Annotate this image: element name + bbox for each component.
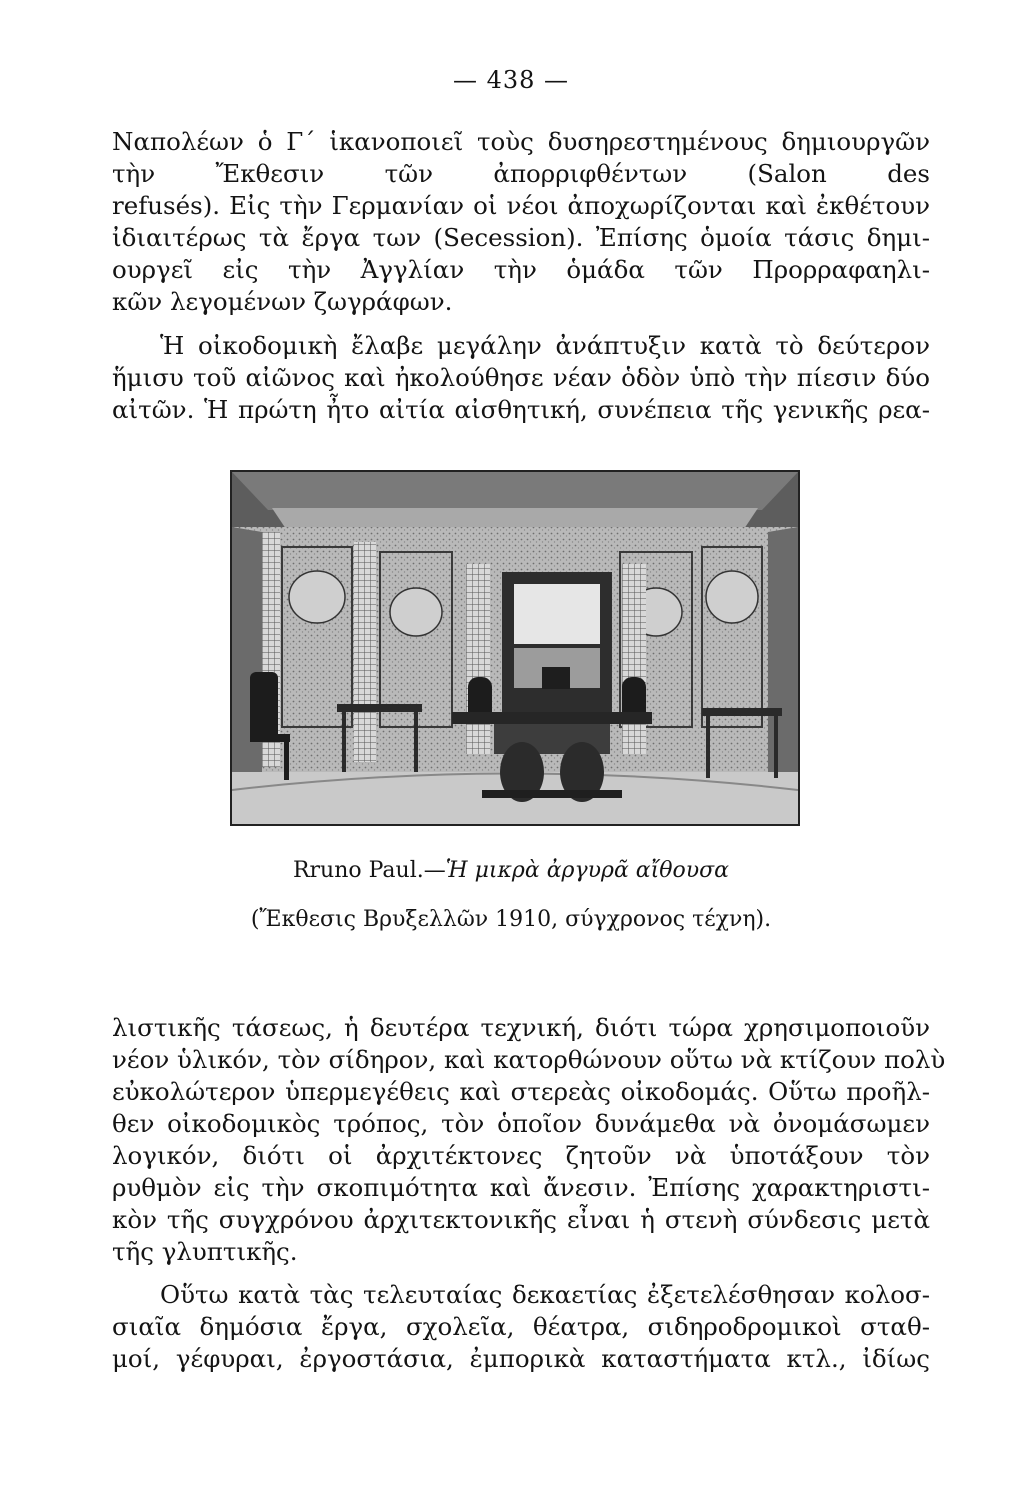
interior-photograph-drawing	[232, 472, 798, 824]
text-line: ἥμισυ τοῦ αἰῶνος καὶ ἠκολούθησε νέαν ὁδὸν ὑπὸ τὴν πίεσιν δύο	[112, 363, 930, 392]
paragraph-last	[112, 1279, 930, 1375]
text-line: Ναπολέων ὁ Γ΄ ἱκανοποιεῖ τοὺς δυσηρεστημένους δημιουργῶν	[112, 127, 930, 156]
text-line: ἰδιαιτέρως τὰ ἔργα των (Secession). Ἐπίσης ὁμοία τάσις δημι-	[112, 223, 930, 252]
text-line: αἰτῶν. Ἡ πρώτη ἦτο αἰτία αἰσθητική, συνέπεια τῆς γενικῆς ρεα-	[112, 395, 930, 424]
text-line: τῆς γλυπτικῆς.	[112, 1237, 298, 1266]
text-line: σιαῖα δημόσια ἔργα, σχολεῖα, θέατρα, σιδηροδρομικοὶ σταθ-	[112, 1312, 930, 1341]
text-line: μοί, γέφυραι, ἐργοστάσια, ἐμπορικὰ καταστήματα κτλ., ἰδίως	[112, 1344, 930, 1373]
paragraph-top	[112, 126, 930, 318]
page-number: — 438 —	[452, 66, 570, 94]
text-line: λογικόν, διότι οἱ ἀρχιτέκτονες ζητοῦν νὰ ὑποτάξουν τὸν	[112, 1141, 930, 1170]
figure-caption	[0, 858, 1022, 883]
text-line: ουργεῖ εἰς τὴν Ἀγγλίαν τὴν ὁμάδα τῶν Προρραφαηλι-	[112, 255, 930, 284]
paragraph-second	[112, 330, 930, 426]
text-line: θεν οἰκοδομικὸς τρόπος, τὸν ὁποῖον δυνάμεθα νὰ ὀνομάσωμεν	[112, 1109, 930, 1138]
figure-caption-source: (Ἔκθεσις Βρυξελλῶν 1910, σύγχρονος τέχνη).	[250, 907, 772, 932]
text-line: ρυθμὸν εἰς τὴν σκοπιμότητα καὶ ἄνεσιν. Ἐπίσης χαρακτηριστι-	[112, 1173, 930, 1202]
text-line: refusés). Εἰς τὴν Γερμανίαν οἱ νέοι ἀποχωρίζονται καὶ ἐκθέτουν	[112, 191, 930, 220]
text-line: νέον ὑλικόν, τὸν σίδηρον, καὶ κατορθώνουν οὕτω νὰ κτίζουν πολὺ	[112, 1045, 946, 1074]
paragraph-bottom	[112, 1012, 946, 1268]
text-line: λιστικῆς τάσεως, ἡ δευτέρα τεχνική, διότι τώρα χρησιμοποιοῦν	[112, 1013, 930, 1042]
text-line: τὴν Ἔκθεσιν τῶν ἀπορριφθέντων (Salon des	[112, 159, 930, 188]
text-line: Ἡ οἰκοδομικὴ ἔλαβε μεγάλην ἀνάπτυξιν κατὰ τὸ δεύτερον	[160, 331, 930, 360]
text-line: εὐκολώτερον ὑπερμεγέθεις καὶ στερεὰς οἰκοδομάς. Οὕτω προῆλ-	[112, 1077, 930, 1106]
interior-photograph	[230, 470, 800, 826]
text-line: κῶν λεγομένων ζωγράφων.	[112, 287, 453, 316]
caption-title: Ἡ μικρὰ ἀργυρᾶ αἴθουσα	[445, 858, 730, 883]
text-line: Οὕτω κατὰ τὰς τελευταίας δεκαετίας ἐξετελέσθησαν κολοσ-	[160, 1280, 930, 1309]
caption-author: Rruno Paul.—	[292, 858, 446, 883]
text-line: κὸν τῆς συγχρόνου ἀρχιτεκτονικῆς εἶναι ἡ στενὴ σύνδεσις μετὰ	[112, 1205, 930, 1234]
